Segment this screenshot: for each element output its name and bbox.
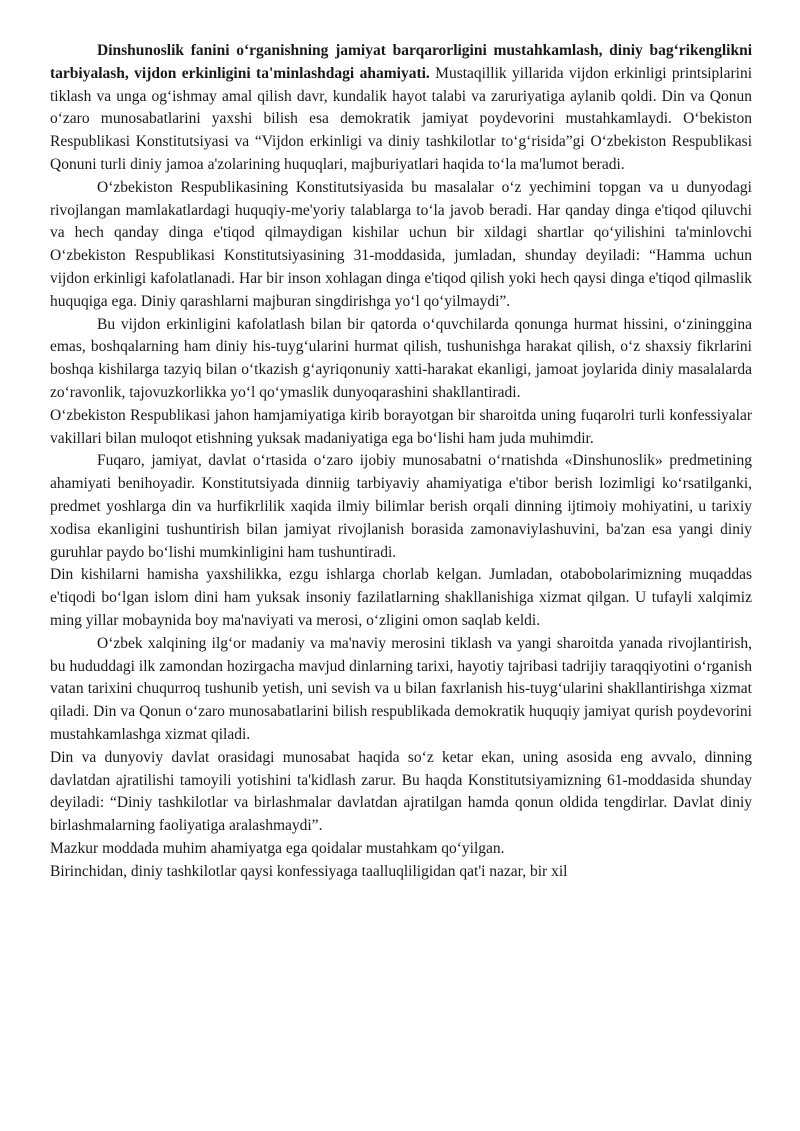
paragraph-5d: Birinchidan, diniy tashkilotlar qaysi konfessiyaga taalluqliligidan qat'i nazar, bir xil [50, 862, 568, 880]
paragraph-4: Fuqaro, jamiyat, davlat o‘rtasida o‘zaro ijobiy munosabatni o‘rnatishda «Dinshunoslik» predmetining ahamiyati benihoyadir. Konstitutsiyada dinniig tarbiyaviy ahamiyatiga e'tibor berish lozimligi ko‘rsatilganki, predmet yoshlarga din va hurfikrlilik xaqida ilmiy bilimlar berish orqali dinning ijtimoiy mohiyatini, u tarixiy xodisa ekanligini tushuntirish bilan jamiyat rivojlanish borasida zamonaviylashuvini, ba'zan esa yangi diniy guruhlar paydo bo‘lishi mumkinligini ham tushuntiradi. [50, 452, 752, 561]
paragraph-3: Bu vijdon erkinligini kafolatlash bilan bir qatorda o‘quvchilarda qonunga hurmat hissini, o‘zininggina emas, boshqalarning ham diniy his-tuyg‘ularini hurmat qilish, tushunishga harakat qilish, o‘z shaxsiy fikrlarini boshqa kishilarga tazyiq bilan o‘tkazish g‘ayriqonuniy xatti-harakat ekanligi, jamoat joylarida diniy masalalarda zo‘ravonlik, tajovuzkorlikka yo‘l qo‘ymaslik dunyoqarashini shakllantiradi. [50, 315, 752, 401]
paragraph-1 [50, 40, 752, 177]
section-heading: Dinshunoslik fanini o‘rganishning jamiyat barqarorligini mustahkamlash, diniy bag‘rikenglikni tarbiyalash, vijdon erkinligini ta'minlashdagi ahamiyati. [50, 42, 752, 82]
paragraph-5: O‘zbek xalqining ilg‘or madaniy va ma'naviy merosini tiklash va yangi sharoitda yanada rivojlantirish, bu hududdagi ilk zamondan hozirgacha mavjud dinlarning tarixi, hayotiy tajribasi tadrijiy taraqqiyotini o‘rganish vatan tarixini chuqurroq tushunib yetish, uni sevish va u bilan faxrlanish his-tuyg‘ularini shakllantirishga xizmat qiladi. Din va Qonun o‘zaro munosabatlarini bilish respublikada demokratik huquqiy jamiyat qurish poydevorini mustahkamlashga xizmat qiladi. [50, 634, 752, 743]
paragraph-1-body: Mustaqillik yillarida vijdon erkinligi printsiplarini tiklash va unga og‘ishmay amal qilish davr, kundalik hayot talabi va zaruriyatiga aylanib qoldi. Din va Qonun o‘zaro munosabatlarini yaxshi bilish esa demokratik jamiyat poydevorini mustahkamlaydi. O‘bekiston Respublikasi Konstitutsiyasi va “Vijdon erkinligi va diniy tashkilotlar to‘g‘risida”gi O‘zbekiston Respublikasi Qonuni turli diniy jamoa a'zolarining huquqlari, majburiyatlari haqida to‘la ma'lumot beradi. [50, 64, 752, 173]
paragraph-5b: Din va dunyoviy davlat orasidagi munosabat haqida so‘z ketar ekan, uning asosida eng avvalo, dinning davlatdan ajratilishi tamoyili yotishini ta'kidlash zarur. Bu haqda Konstitutsiyamizning 61-moddasida shunday deyiladi: “Diniy tashkilotlar va birlashmalar davlatdan ajratilgan hamda qonun oldida tengdirlar. Davlat diniy birlashmalarning faoliyatiga aralashmaydi”. [50, 748, 752, 835]
paragraph-3b: O‘zbekiston Respublikasi jahon hamjamiyatiga kirib borayotgan bir sharoitda uning fuqarolri turli konfessiyalar vakillari bilan muloqot etishning yuksak madaniyatiga ega bo‘lishi ham juda muhimdir. [50, 406, 752, 447]
paragraph-2: O‘zbekiston Respublikasining Konstitutsiyasida bu masalalar o‘z yechimini topgan va u dunyodagi rivojlangan mamlakatlardagi huquqiy-me'yoriy talablarga to‘la javob beradi. Har qanday dinga e'tiqod qiluvchi va hech qanday dinga e'tiqod qilmaydigan kishilar uchun bir xildagi shartlar qo‘yilishini ta'minlovchi O‘zbekiston Respublikasi Konstitutsiyasining 31-moddasida, jumladan, shunday deyiladi: “Hamma uchun vijdon erkinligi kafolatlanadi. Har bir inson xohlagan dinga e'tiqod qilish yoki hech qaysi dinga e'tiqod qilmaslik huquqiga ega. Diniy qarashlarni majburan singdirishga yo‘l qo‘yilmaydi”. [50, 178, 752, 310]
paragraph-5c: Mazkur moddada muhim ahamiyatga ega qoidalar mustahkam qo‘yilgan. [50, 839, 505, 857]
paragraph-4b: Din kishilarni hamisha yaxshilikka, ezgu ishlarga chorlab kelgan. Jumladan, otabobolarimizning muqaddas e'tiqodi bo‘lgan islom dini ham yuksak insoniy fazilatlarning shakllanishiga xizmat qilgan. U tufayli xalqimiz ming yillar mobaynida boy ma'naviyati va merosi, o‘zligini omon saqlab keldi. [50, 566, 752, 629]
document-page [50, 40, 752, 883]
